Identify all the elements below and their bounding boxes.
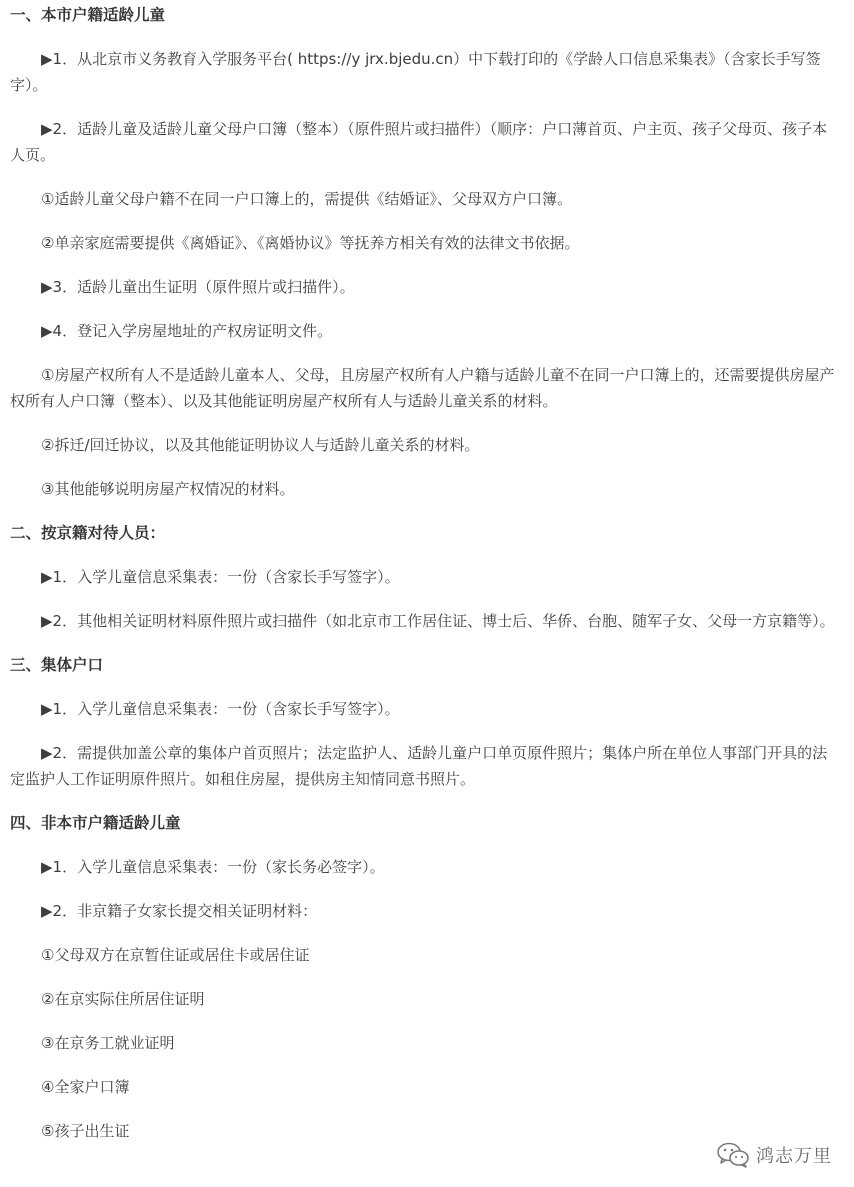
- wechat-icon: [716, 1141, 750, 1169]
- paragraph: ▶4．登记入学房屋地址的产权房证明文件。: [41, 322, 333, 340]
- paragraph: ▶1．入学儿童信息采集表：一份（含家长手写签字）。: [41, 568, 400, 586]
- paragraph: ⑤孩子出生证: [41, 1122, 130, 1140]
- watermark: [716, 1141, 832, 1169]
- paragraph: ▶1．入学儿童信息采集表：一份（含家长手写签字）。: [41, 700, 400, 718]
- paragraph: ①房屋产权所有人不是适龄儿童本人、父母，且房屋产权所有人户籍与适龄儿童不在同一户口簿上的，还需要提供房屋产权所有人户口簿（整本）、以及其他能证明房屋产权所有人与适龄儿童关系的材料。: [10, 366, 835, 410]
- section-heading-4: 四、非本市户籍适龄儿童: [10, 814, 181, 832]
- paragraph: ▶2．需提供加盖公章的集体户首页照片；法定监护人、适龄儿童户口单页原件照片；集体户所在单位人事部门开具的法定监护人工作证明原件照片。如租住房屋，提供房主知情同意书照片。: [10, 744, 828, 788]
- paragraph: ②单亲家庭需要提供《离婚证》、《离婚协议》等抚养方相关有效的法律文书依据。: [41, 234, 580, 252]
- section-heading-3: 三、集体户口: [10, 656, 104, 674]
- paragraph: ③在京务工就业证明: [41, 1034, 175, 1052]
- paragraph: ▶2．其他相关证明材料原件照片或扫描件（如北京市工作居住证、博士后、华侨、台胞、随军子女、父母一方京籍等）。: [41, 612, 835, 630]
- paragraph: ▶1．从北京市义务教育入学服务平台( https://y jrx.bjedu.cn）中下载打印的《学龄人口信息采集表》（含家长手写签字）。: [10, 50, 821, 94]
- watermark-text: 鸿志万里: [756, 1146, 832, 1167]
- paragraph: ③其他能够说明房屋产权情况的材料。: [41, 480, 295, 498]
- paragraph: ①适龄儿童父母户籍不在同一户口簿上的，需提供《结婚证》、父母双方户口簿。: [41, 190, 572, 208]
- paragraph: ②在京实际住所居住证明: [41, 990, 205, 1008]
- paragraph: ▶2．非京籍子女家长提交相关证明材料：: [41, 902, 318, 920]
- paragraph: ①父母双方在京暂住证或居住卡或居住证: [41, 946, 310, 964]
- paragraph: ④全家户口簿: [41, 1078, 130, 1096]
- section-heading-2: 二、按京籍对待人员：: [10, 524, 166, 542]
- paragraph: ▶2．适龄儿童及适龄儿童父母户口簿（整本）（原件照片或扫描件）（顺序：户口薄首页、户主页、孩子父母页、孩子本人页。: [10, 120, 828, 164]
- paragraph: ▶1．入学儿童信息采集表：一份（家长务必签字）。: [41, 858, 385, 876]
- section-heading-1: 一、本市户籍适龄儿童: [10, 6, 166, 24]
- paragraph: ②拆迁/回迁协议，以及其他能证明协议人与适龄儿童关系的材料。: [41, 436, 480, 454]
- paragraph: ▶3．适龄儿童出生证明（原件照片或扫描件）。: [41, 278, 355, 296]
